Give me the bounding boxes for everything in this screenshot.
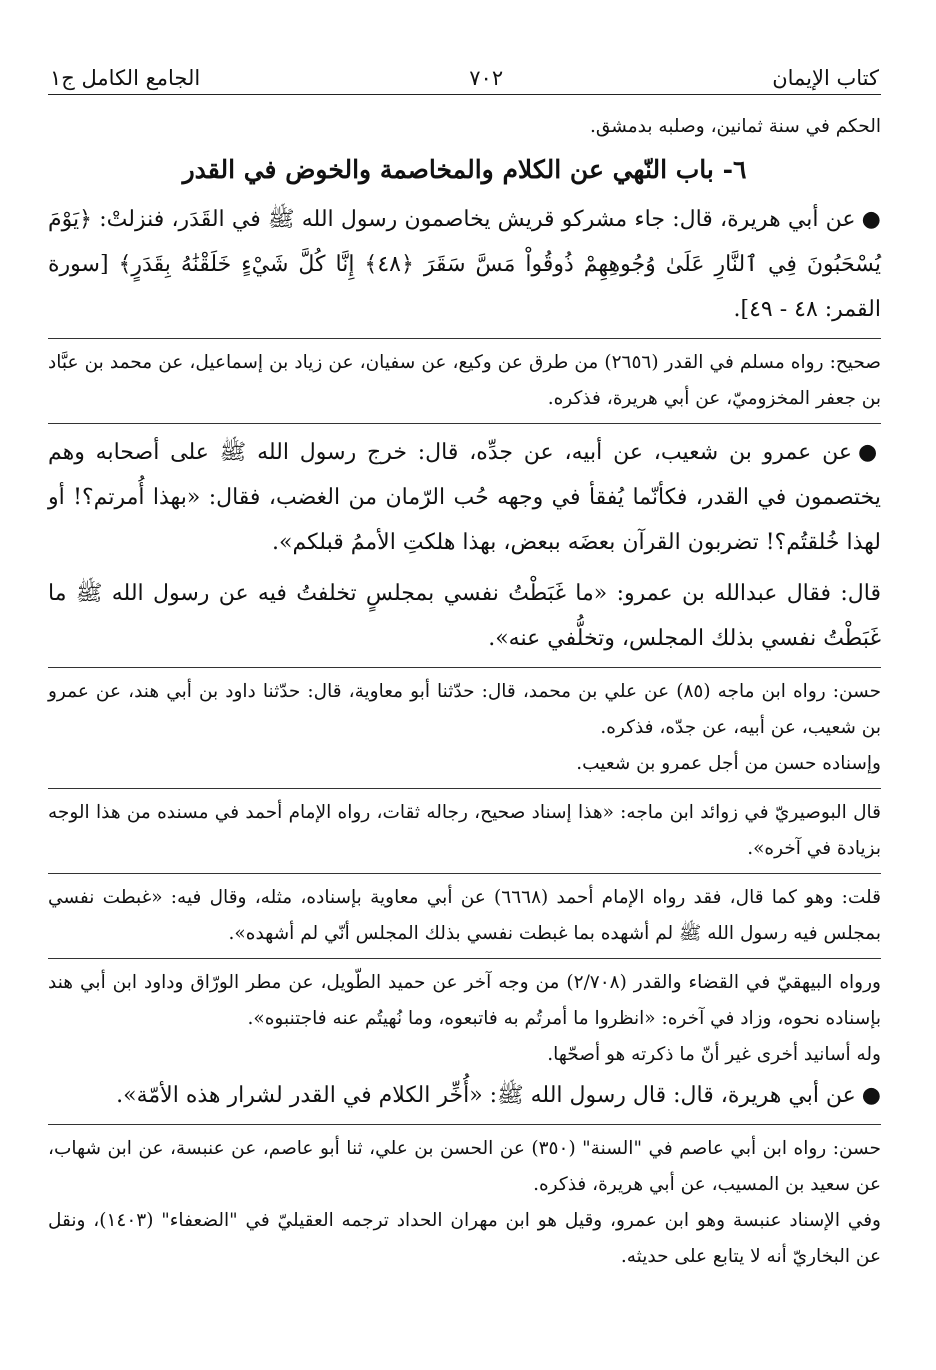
paragraph-text: حسن: رواه ابن ماجه (٨٥) عن علي بن محمد، قال: حدّثنا أبو معاوية، قال: حدّثنا داود بن أبي هند، عن عمرو بن شعيب، عن أبيه، عن جدّه، فذكره. (48, 681, 882, 738)
paragraph-text: قال: فقال عبدالله بن عمرو: «ما غَبَطْتُ نفسي بمجلسٍ تخلفتُ فيه عن رسول الله ﷺ ما غَبَطْتُ نفسي بذلك المجلس، وتخلُّفي عنه». (48, 581, 881, 651)
bullet-icon: ● (861, 206, 881, 232)
divider (48, 667, 881, 668)
commentary-text (48, 674, 881, 746)
commentary-text (48, 880, 881, 952)
paragraph-text: وفي الإسناد عنبسة وهو ابن عمرو، وقيل هو ابن مهران الحداد ترجمه العقيليّ في "الضعفاء" (١٤٠٣)، ونقل عن البخاريّ أنه لا يتابع على حديثه. (48, 1210, 881, 1267)
paragraph-text: عن أبي هريرة، قال: قال رسول الله ﷺ: «أُخِّر الكلام في القدر لشرار هذه الأمّة». (116, 1083, 856, 1108)
paragraph-text: قلت: وهو كما قال، فقد رواه الإمام أحمد (٦٦٦٨) عن أبي معاوية بإسناده، مثله، وقال فيه: «غبطت نفسي بمجلس فيه رسول الله ﷺ لم أشهده بما غبطت نفسي بذلك المجلس أنّي لم أشهده». (48, 887, 882, 944)
commentary-text (48, 109, 881, 145)
commentary-text (48, 1037, 881, 1073)
header-rule (48, 94, 881, 95)
hadith-text (48, 1073, 881, 1118)
paragraph-text: قال البوصيريّ في زوائد ابن ماجه: «هذا إسناد صحيح، رجاله ثقات، رواه الإمام أحمد في مسنده من هذا الوجه بزيادة في آخره». (48, 802, 881, 859)
divider (48, 958, 881, 959)
commentary-text (48, 795, 881, 867)
paragraph-text: وله أسانيد أخرى غير أنّ ما ذكرته هو أصحّها. (547, 1044, 881, 1065)
paragraph-text: وإسناده حسن من أجل عمرو بن شعيب. (576, 753, 881, 774)
paragraph-text: حسن: رواه ابن أبي عاصم في "السنة" (٣٥٠) عن الحسن بن علي، ثنا أبو عاصم، عن عنبسة، عن ابن شهاب، عن سعيد بن المسيب، عن أبي هريرة، فذكره. (48, 1138, 881, 1195)
paragraph-text: الحكم في سنة ثمانين، وصلبه بدمشق. (589, 116, 881, 137)
page-body (48, 109, 881, 1275)
header-book-title: كتاب الإيمان (772, 66, 879, 90)
divider (48, 423, 881, 424)
running-header (48, 52, 881, 94)
commentary-text (48, 746, 881, 782)
paragraph-text: عن أبي هريرة، قال: جاء مشركو قريش يخاصمون رسول الله ﷺ في القَدَر، فنزلتْ: ﴿يَوْمَ يُسْحَبُونَ فِي ٱلنَّارِ عَلَىٰ وُجُوهِهِمْ ذُوقُواْ مَسَّ سَقَرَ ﴿٤٨﴾ إِنَّا كُلَّ شَيْءٍ خَلَقْنَٰهُ بِقَدَرٍ﴾ [سورة القمر: ٤٨ - ٤٩]. (48, 207, 881, 322)
commentary-text (48, 965, 881, 1037)
paragraph-text: ورواه البيهقيّ في القضاء والقدر (٢/٧٠٨) من وجه آخر عن حميد الطّويل، عن مطر الورّاق وداود ابن أبي هند بإسناده نحوه، وزاد في آخره: «انظروا ما أمرتُم به فاتبعوه، وما نُهيتُم عنه فاجتنبوه». (48, 972, 881, 1029)
divider (48, 1124, 881, 1125)
commentary-text (48, 1203, 881, 1275)
header-volume-title: الجامع الكامل ج١ (50, 66, 201, 90)
hadith-text (48, 197, 881, 332)
commentary-text (48, 1131, 881, 1203)
page-number: ٧٠٢ (469, 66, 504, 90)
bullet-icon: ● (861, 1082, 881, 1108)
hadith-text (48, 430, 881, 565)
paragraph-text: صحيح: رواه مسلم في القدر (٢٦٥٦) من طرق عن وكيع، عن سفيان، عن زياد بن إسماعيل، عن محمد بن عبَّاد بن جعفر المخزوميّ، عن أبي هريرة، فذكره. (48, 352, 881, 409)
hadith-text (48, 571, 881, 661)
paragraph-text: عن عمرو بن شعيب، عن أبيه، عن جدِّه، قال: خرج رسول الله ﷺ على أصحابه وهم يختصمون في القدر، فكأنّما يُفقأ في وجهه حُب الرّمان من الغضب، فقال: «بهذا أُمرتم؟! أو لهذا خُلقتُم؟! تضربون القرآن بعضَه ببعض، بهذا هلكتِ الأممُ قبلكم». (48, 440, 881, 555)
chapter-heading (48, 147, 881, 193)
divider (48, 338, 881, 339)
bullet-icon: ● (857, 439, 882, 465)
divider (48, 873, 881, 874)
divider (48, 788, 881, 789)
commentary-text (48, 345, 881, 417)
paragraph-text: ٦- باب النّهي عن الكلام والمخاصمة والخوض في القدر (182, 155, 747, 184)
